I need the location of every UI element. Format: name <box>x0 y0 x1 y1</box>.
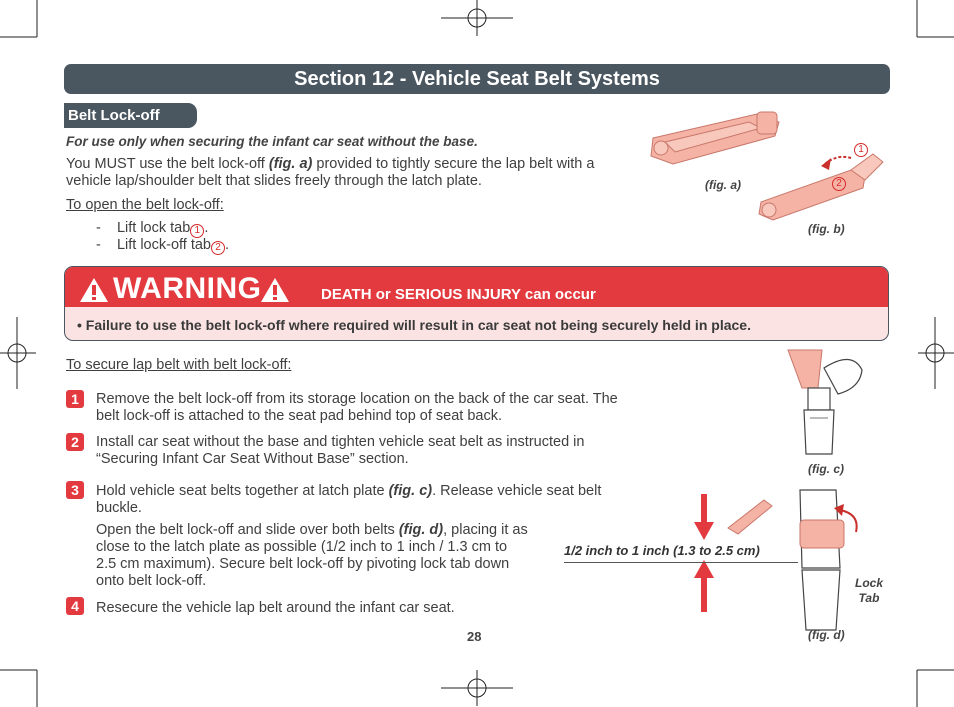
must-text-b: provided to tightly secure the lap belt with a vehicle lap/shoulder belt that slides freely through the latch plate. <box>66 156 595 189</box>
warning-bullet: • Failure to use the belt lock-off where required will result in car seat not being securely held in place. <box>77 317 751 333</box>
fig-b-marker-2: 2 <box>832 177 846 191</box>
open-step-1 <box>96 220 208 238</box>
step-number-4: 4 <box>66 597 84 615</box>
fig-d-illustration <box>690 488 870 633</box>
step-number-3: 3 <box>66 481 84 499</box>
fig-a-ref: (fig. a) <box>268 156 313 172</box>
warning-header <box>65 267 888 307</box>
page-number: 28 <box>467 629 482 644</box>
marker-2: 2 <box>211 241 225 255</box>
warning-triangle-icon <box>260 277 290 303</box>
step-number-2: 2 <box>66 433 84 451</box>
period: . <box>204 220 209 236</box>
must-text-a: You MUST use the belt lock-off <box>66 156 269 172</box>
step-3-subtext <box>96 522 528 590</box>
step-2-text: Install car seat without the base and tighten vehicle seat belt as instructed in “Securing Infant Car Seat Without Base” section. <box>96 434 585 467</box>
warning-death-text: DEATH or SERIOUS INJURY can occur <box>321 286 596 303</box>
step-3-text-b: . Release vehicle seat belt buckle. <box>96 483 602 516</box>
fig-c-label: (fig. c) <box>808 462 844 476</box>
fig-a-label: (fig. a) <box>705 178 741 192</box>
marker-1: 1 <box>190 224 204 238</box>
dash: - <box>96 220 101 236</box>
open-step-2 <box>96 237 229 255</box>
step-3-text <box>96 483 646 517</box>
fig-c-ref: (fig. c) <box>388 483 433 499</box>
warning-triangle-icon <box>79 277 109 303</box>
lock-tab-word-2: Tab <box>858 591 880 605</box>
must-paragraph <box>66 156 638 190</box>
warning-word: WARNING <box>113 272 262 305</box>
intro-note: For use only when securing the infant car seat without the base. <box>66 134 478 149</box>
open-step-text: Lift lock-off tab <box>116 237 211 253</box>
warning-box <box>64 266 889 341</box>
step-3-sub-a: Open the belt lock-off and slide over both belts <box>96 522 399 538</box>
fig-b-marker-1: 1 <box>854 143 868 157</box>
fig-d-ref: (fig. d) <box>398 522 444 538</box>
period: . <box>225 237 230 253</box>
measure-label: 1/2 inch to 1 inch (1.3 to 2.5 cm) <box>564 543 760 558</box>
step-3-text-a: Hold vehicle seat belts together at latch plate <box>96 483 389 499</box>
fig-d-label: (fig. d) <box>808 628 845 642</box>
fig-c-illustration <box>782 348 872 460</box>
open-heading: To open the belt lock-off: <box>66 197 224 213</box>
lock-tab-word-1: Lock <box>854 576 883 590</box>
step-4-text: Resecure the vehicle lap belt around the infant car seat. <box>96 600 455 616</box>
secure-heading: To secure lap belt with belt lock-off: <box>66 357 292 373</box>
step-1-text: Remove the belt lock-off from its storage location on the back of the car seat. The belt lock-off is attached to the seat pad behind top of seat back. <box>96 391 618 424</box>
open-step-text: Lift lock tab <box>116 220 191 236</box>
subheading-belt-lock-off: Belt Lock-off <box>64 103 197 128</box>
section-title: Section 12 - Vehicle Seat Belt Systems <box>64 64 890 94</box>
step-number-1: 1 <box>66 390 84 408</box>
fig-b-label: (fig. b) <box>808 222 845 236</box>
step-3-sub-b: , placing it as close to the latch plate as possible (1/2 inch to 1 inch / 1.3 cm to 2.5 cm maximum). Secure belt lock-off by pivoting lock tab down onto belt lock-off. <box>96 522 528 589</box>
measure-line <box>564 562 798 563</box>
fig-b-illustration <box>755 140 895 222</box>
dash: - <box>96 237 101 253</box>
lock-tab-label <box>852 576 886 606</box>
